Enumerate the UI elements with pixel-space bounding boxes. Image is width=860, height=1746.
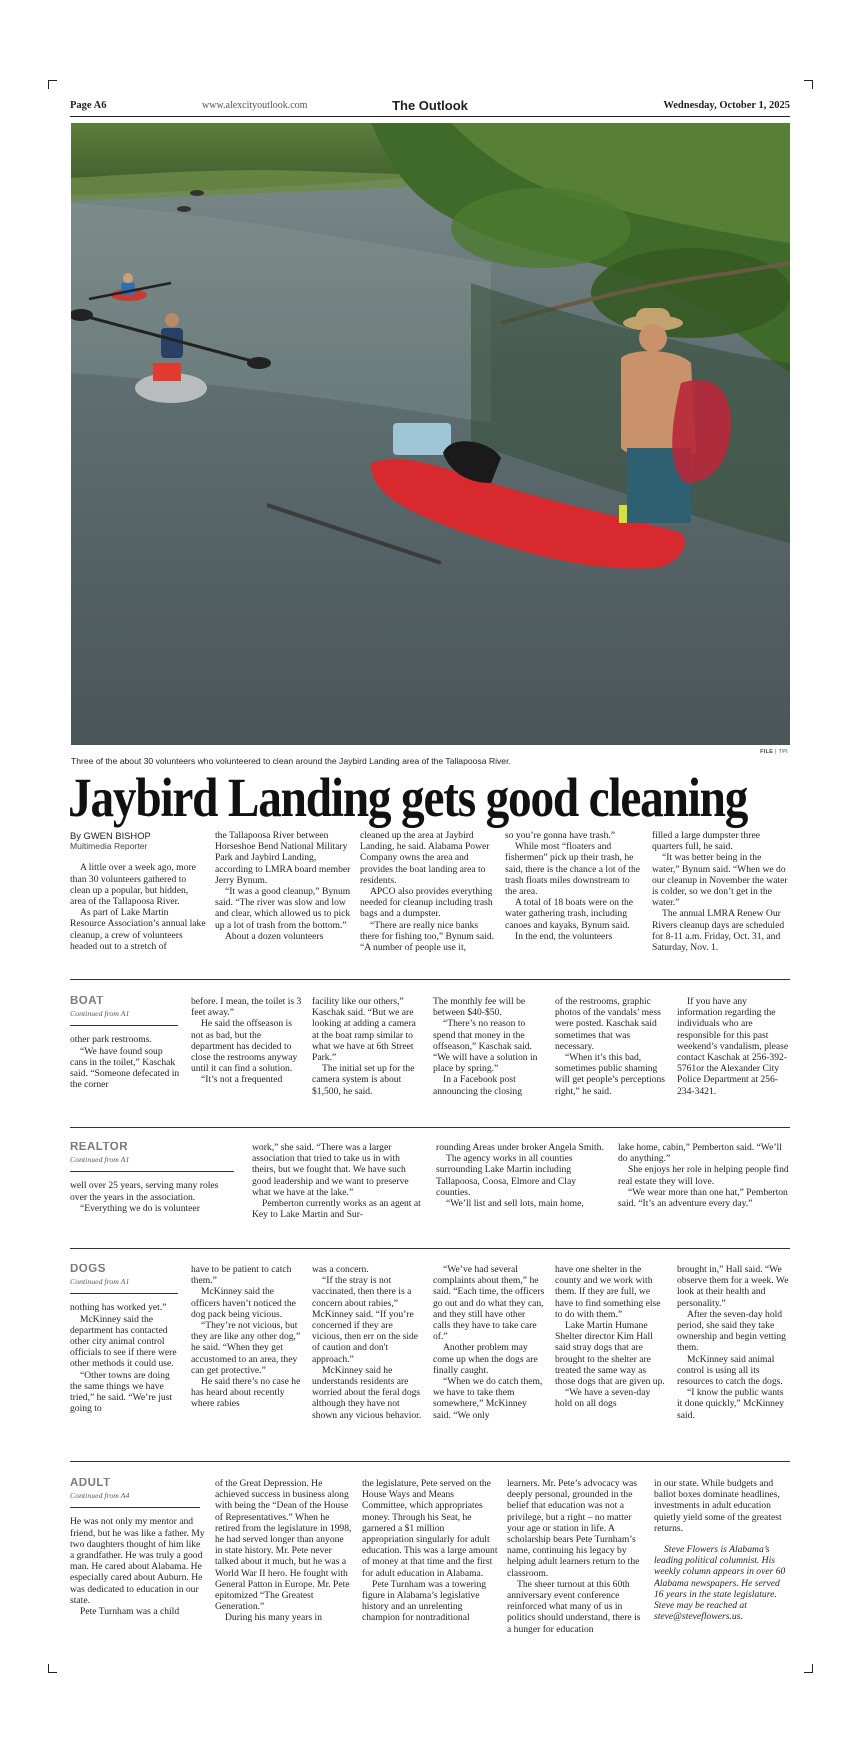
section-rule: [70, 1127, 790, 1128]
paragraph: the Tallapoosa River between Horseshoe Bend National Military Park and Jaybird Landing, according to LMRA board member Jerry Bynum.: [215, 830, 351, 886]
paragraph: He said there’s no case he has heard about recently where rabies: [191, 1376, 301, 1410]
realtor-jump-column-4: [618, 1142, 790, 1242]
lead-column-5: [652, 830, 790, 970]
paragraph: of the Great Depression. He achieved success in business along with being the “Dean of the House of Representatives.” When he retired from the legislature in 1998, he had served longer than anyone in state history. Mr. Pete never talked about it much, but he was a World War II hero. He fought with General Patton in Europe. Mr. Pete epitomized “The Greatest Generation.”: [215, 1478, 352, 1613]
paragraph: “When it’s this bad, sometimes public shaming will get people’s perceptions right,” he said.: [555, 1052, 666, 1097]
paragraph: Pete Turnham was a towering figure in Alabama’s legislative history and an unrelenting champion for nontraditional: [362, 1578, 487, 1624]
paragraph: She enjoys her role in helping people find real estate they will love.: [618, 1164, 789, 1187]
section-rule: [70, 1248, 790, 1249]
dogs-jump-column-2: [191, 1264, 303, 1440]
paragraph: In a Facebook post announcing the closing: [433, 1074, 522, 1097]
boat-jump-column-1: [70, 996, 180, 1106]
paragraph: APCO also provides everything needed for cleanup including trash bags and a dumpster.: [360, 886, 493, 920]
dogs-jump-column-5: [555, 1264, 667, 1440]
boat-jump-column-3: [312, 996, 424, 1106]
paragraph: He said the offseason is not as bad, but the department has decided to close the restrooms anyway until it can find a solution.: [191, 1018, 298, 1075]
paragraph: A little over a week ago, more than 30 volunteers gathered to clean up a popular, but hidden, area of the Tallapoosa River.: [70, 862, 196, 908]
dogs-jump-column-1: [70, 1264, 180, 1440]
paragraph: “We have found soup cans in the toilet,” Kaschak said. “Someone defecated in the corner: [70, 1045, 180, 1091]
page-number: Page A6: [70, 100, 107, 111]
realtor-jump-column-1: [70, 1142, 234, 1242]
credit-label: FILE: [760, 749, 774, 755]
paragraph: so you’re gonna have trash.”: [505, 830, 616, 841]
paragraph: If you have any information regarding the individuals who are responsible for this past weekend’s vandalism, please contact Kaschak at 256-392-5761or the Alexander City Police Department at 256-234-3421.: [677, 996, 789, 1097]
credit-source: TPI: [778, 749, 788, 755]
paragraph: “Everything we do is volunteer: [80, 1202, 200, 1214]
paragraph: have to be patient to catch them.”: [191, 1264, 292, 1287]
paragraph: Another problem may come up when the dogs are finally caught.: [433, 1342, 538, 1376]
jump-head-dogs: DOGS: [70, 1264, 106, 1275]
page-folio: [70, 98, 790, 114]
jump-head-boat: BOAT: [70, 996, 104, 1007]
paper-name: The Outlook: [392, 98, 468, 113]
dogs-jump-column-6: [677, 1264, 790, 1440]
paragraph: “I know the public wants it done quickly,” McKinney said.: [677, 1387, 785, 1421]
paragraph: brought in,” Hall said. “We observe them for a week. We look at their health and personality.”: [677, 1264, 789, 1309]
paragraph: nothing has worked yet.”: [70, 1302, 167, 1314]
jump-continued: Continued from A4: [70, 1491, 130, 1501]
boat-jump-column-2: [191, 996, 303, 1106]
paragraph: As part of Lake Martin Resource Association’s annual lake cleanup, a crew of volunteers headed out to a stretch of: [70, 907, 206, 952]
paragraph: learners. Mr. Pete’s advocacy was deeply personal, grounded in the belief that education was not a privilege, but a right – no matter your age or station in life. A scholarship bears Pete Turnham’s name, continuing his legacy by helping adult learners return to the classroom.: [507, 1478, 640, 1579]
paragraph: “It was a good cleanup,” Bynum said. “The river was slow and low and clear, which allowed us to pick up a lot of trash from the bottom.”: [215, 886, 351, 931]
jump-continued: Continued from A1: [70, 1009, 130, 1019]
crop-mark-bottom-left: [48, 1664, 57, 1673]
section-rule: [70, 979, 790, 980]
paragraph: have one shelter in the county and we work with them. If they are full, we have to find something else to do with them.”: [555, 1264, 661, 1320]
lead-photo: [71, 123, 790, 745]
folio-rule: [70, 116, 790, 117]
paragraph: in our state. While budgets and ballot boxes dominate headlines, investments in adult education quietly yield some of the greatest returns.: [654, 1478, 782, 1534]
boat-jump-column-5: [555, 996, 667, 1106]
paragraph: McKinney said the department has contacted other city animal control officials to see if there were other methods it could use.: [70, 1313, 177, 1370]
photo-credit: [760, 749, 788, 755]
lead-column-1: [70, 830, 206, 970]
paragraph: facility like our others,” Kaschak said. “But we are looking at adding a camera at the boat ramp similar to what we have at 6th Street Park.”: [312, 996, 416, 1064]
credit-separator: |: [775, 749, 777, 755]
paragraph: Lake Martin Humane Shelter director Kim Hall said stray dogs that are brought to the shelter are treated the same way as those dogs that are given up.: [555, 1320, 665, 1388]
crop-mark-bottom-right: [804, 1664, 813, 1673]
headline: Jaybird Landing gets good cleaning: [68, 767, 748, 828]
paragraph: well over 25 years, serving many roles over the years in the association.: [70, 1180, 219, 1203]
jump-continued: Continued from A1: [70, 1155, 130, 1165]
paragraph: In the end, the volunteers: [515, 930, 613, 942]
jump-rule: [70, 1171, 234, 1172]
dogs-jump-column-4: [433, 1264, 545, 1440]
paragraph: “We wear more than one hat,” Pemberton said. “It’s an adventure every day.”: [618, 1186, 788, 1210]
site-url: www.alexcityoutlook.com: [202, 100, 308, 111]
paragraph: other park restrooms.: [70, 1034, 152, 1046]
paragraph: “If the stray is not vaccinated, then there is a concern about rabies,” McKinney said. “If you’re concerned if they are vicious, then err on the side of caution and don't approach.”: [312, 1275, 419, 1365]
paragraph: “We’ll list and sell lots, main home,: [446, 1198, 584, 1210]
byline-role: Multimedia Reporter: [70, 841, 148, 852]
paragraph: About a dozen volunteers: [225, 930, 324, 942]
paragraph: The initial set up for the camera system is about $1,500, he said.: [312, 1063, 415, 1097]
paragraph: “They’re not vicious, but they are like any other dog,” he said. “When they get accustomed to an area, they can get protective.”: [191, 1320, 301, 1376]
adult-jump-column-2: [215, 1478, 353, 1656]
paragraph: “It was better being in the water,” Bynum said. “When we do our cleanup in November the water is colder, so we don’t get in the water.”: [652, 852, 788, 909]
paragraph: During his many years in: [225, 1612, 322, 1624]
adult-jump-column-5: [654, 1478, 790, 1656]
paragraph: A total of 18 boats were on the water gathering trash, including canoes and kayaks, Bynum said.: [505, 897, 634, 931]
realtor-jump-column-2: [252, 1142, 422, 1242]
paragraph: “We have a seven-day hold on all dogs: [555, 1387, 651, 1410]
adult-jump-column-3: [362, 1478, 498, 1656]
paragraph: before. I mean, the toilet is 3 feet away.”: [191, 996, 302, 1019]
paragraph: the legislature, Pete served on the House Ways and Means Committee, which appropriates money. Through his Seat, he garnered a $1 million appropriation singularly for adult education. This was a large amount of money at that time and the first for adult education in Alabama.: [362, 1478, 498, 1579]
paragraph: “When we do catch them, we have to take them somewhere,” McKinney said. “We only: [433, 1376, 543, 1421]
paragraph: “There are really nice banks there for fishing too,” Bynum said. “A number of people use it,: [360, 919, 495, 954]
byline: By GWEN BISHOP: [70, 830, 151, 841]
crop-mark-top-right: [804, 80, 813, 89]
lead-column-2: [215, 830, 353, 970]
dogs-jump-column-3: [312, 1264, 424, 1440]
paragraph: McKinney said he understands residents are worried about the feral dogs although they have not shown any vicious behavior.: [312, 1364, 422, 1421]
paragraph: Pete Turnham was a child: [80, 1606, 180, 1618]
lead-column-4: [505, 830, 643, 970]
paragraph: Pemberton currently works as an agent at Key to Lake Martin and Sur-: [252, 1198, 421, 1221]
paragraph: work,” she said. “There was a larger association that tried to take us in with theirs, but we fought that. We have such good leadership and we want to preserve what we have at the lake.”: [252, 1142, 409, 1198]
boat-jump-column-4: [433, 996, 545, 1106]
paragraph: lake home, cabin,” Pemberton said. “We’ll do anything.”: [618, 1142, 782, 1165]
paragraph: rounding Areas under broker Angela Smith.: [436, 1142, 604, 1153]
boat-jump-column-6: [677, 996, 790, 1106]
jump-rule: [70, 1293, 178, 1294]
paragraph: The annual LMRA Renew Our Rivers cleanup days are scheduled for 8-11 a.m. Friday, Oct. 31, and Saturday, Nov. 1.: [652, 908, 785, 954]
photo-caption: Three of the about 30 volunteers who volunteered to clean around the Jaybird Landing area of the Tallapoosa River.: [71, 756, 511, 766]
jump-rule: [70, 1025, 178, 1026]
realtor-jump-column-3: [436, 1142, 604, 1242]
paragraph: The agency works in all counties surrounding Lake Martin including Tallapoosa, Coosa, Elmore and Clay counties.: [436, 1153, 577, 1198]
paragraph: After the seven-day hold period, she said they take ownership and begin vetting them.: [677, 1308, 786, 1354]
paragraph: “There’s no reason to spend that money in the offseason,” Kaschak said. “We will have a solution in place by spring.”: [433, 1018, 538, 1075]
paragraph: filled a large dumpster three quarters full, he said.: [652, 830, 760, 853]
paragraph: He was not only my mentor and friend, but he was like a father. My two daughters thought of him like a grandfather. He was truly a good man. He cared about Alabama. He especially cared about Auburn. He was dedicated to education in our state.: [70, 1516, 205, 1606]
lead-column-3: [360, 830, 496, 970]
jump-rule: [70, 1507, 200, 1508]
adult-jump-column-1: [70, 1478, 206, 1656]
paragraph: “Other towns are doing the same things we have tried,” he said. “We’re just going to: [70, 1369, 173, 1415]
paragraph: was a concern.: [312, 1264, 369, 1275]
paragraph: The sheer turnout at this 60th anniversary event conference reinforced what many of us in politics should understand, there is a hunger for education: [507, 1578, 641, 1635]
paragraph: of the restrooms, graphic photos of the vandals’ mess were posted. Kaschak said sometimes that was necessary.: [555, 996, 661, 1052]
paragraph: “It’s not a frequented: [201, 1074, 283, 1086]
section-rule: [70, 1461, 790, 1462]
paragraph: McKinney said the officers haven’t noticed the dog pack being vicious.: [191, 1286, 296, 1320]
crop-mark-top-left: [48, 80, 57, 89]
paragraph: McKinney said animal control is using all its resources to catch the dogs.: [677, 1353, 783, 1388]
paragraph: “We’ve had several complaints about them,” he said. “Each time, the officers go out and do what they can, and they still have other calls they have to take care of.”: [433, 1264, 545, 1343]
jump-continued: Continued from A1: [70, 1277, 130, 1287]
jump-head-adult: ADULT: [70, 1478, 111, 1489]
issue-date: Wednesday, October 1, 2025: [663, 100, 790, 111]
jump-head-realtor: REALTOR: [70, 1142, 129, 1153]
paragraph: While most “floaters and fishermen” pick up their trash, he said, there is the chance a lot of the trash floats miles downstream to the area.: [505, 841, 641, 898]
columnist-tagline: Steve Flowers is Alabama’s leading political columnist. His weekly column appears in over 60 Alabama newspapers. He served 16 years in the state legislature. Steve may be reached at steve@steveflowers.us.: [654, 1544, 786, 1623]
adult-jump-column-4: [507, 1478, 645, 1656]
paragraph: The monthly fee will be between $40-$50.: [433, 996, 526, 1019]
paragraph: cleaned up the area at Jaybird Landing, he said. Alabama Power Company owns the area and provides the boat landing area to residents.: [360, 830, 490, 886]
